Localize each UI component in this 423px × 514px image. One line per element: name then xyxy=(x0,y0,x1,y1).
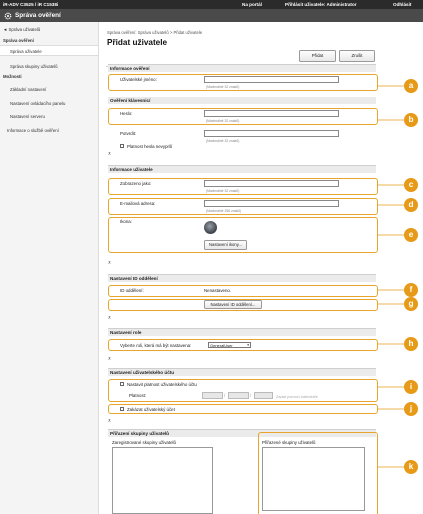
callout-g: g xyxy=(404,297,418,311)
callout-c: c xyxy=(404,178,418,192)
login-user-link[interactable]: Přihlásit uživatele: Administrator xyxy=(285,2,357,7)
collapse-icon[interactable]: ⊼ xyxy=(108,151,112,156)
registered-groups-label: Zaregistrované skupiny uživatelů xyxy=(112,440,176,445)
highlight-h xyxy=(108,339,378,351)
icon-settings-button[interactable]: Nastavení ikony... xyxy=(204,240,247,250)
callout-d: d xyxy=(404,198,418,212)
display-name-hint: (Maximálně 32 znaků) xyxy=(206,189,240,193)
callout-f: f xyxy=(404,283,418,297)
confirm-input[interactable] xyxy=(204,130,339,137)
top-bar xyxy=(0,0,423,9)
chevron-down-icon: ▾ xyxy=(247,343,249,347)
highlight-g xyxy=(108,299,378,311)
display-name-label: Zobrazeno jako: xyxy=(120,181,152,186)
cancel-button[interactable]: Zrušit xyxy=(339,50,375,62)
callout-e: e xyxy=(404,228,418,242)
validity-date-label: Platnost: xyxy=(129,393,147,398)
add-button[interactable]: Přidat xyxy=(299,50,336,62)
role-select-value: GeneralUser xyxy=(210,343,233,348)
password-hint: (Maximálně 32 znaků) xyxy=(206,119,240,123)
collapse-icon[interactable]: ⊼ xyxy=(108,356,112,361)
registered-groups-list[interactable] xyxy=(112,447,213,514)
breadcrumb: Správa ověření: Správa uživatelů > Přidat uživatele xyxy=(107,30,203,35)
password-never-expires-checkbox[interactable] xyxy=(120,144,124,148)
sidebar-item-group-mgmt[interactable]: Správa skupiny uživatelů xyxy=(10,64,58,69)
callout-k: k xyxy=(404,460,418,474)
app-title: Správa ověření xyxy=(15,12,61,19)
callout-j: j xyxy=(404,402,418,416)
callout-i: i xyxy=(404,380,418,394)
sidebar-item-server[interactable]: Nastavení serveru xyxy=(10,114,45,119)
date-separator: / xyxy=(224,393,226,398)
highlight-i xyxy=(108,379,378,402)
page-title: Přidat uživatele xyxy=(107,38,168,47)
keyboard-auth-header: Ověření klávesnicí xyxy=(108,97,376,104)
disable-account-label: Zakázat uživatelský účet xyxy=(127,407,175,412)
username-hint: (Maximálně 32 znaků) xyxy=(206,85,240,89)
confirm-label: Potvrdit: xyxy=(120,131,137,136)
sidebar-item-basic[interactable]: Základní nastavení xyxy=(10,87,47,92)
dept-id-settings-button[interactable]: Nastavení ID oddělení... xyxy=(204,300,262,309)
logout-link[interactable]: Odhlásit xyxy=(393,2,412,7)
device-name: iR-ADV C3525 / iR C1538i xyxy=(3,2,59,7)
callout-a: a xyxy=(404,79,418,93)
dept-id-value: Nenastaveno. xyxy=(204,288,232,293)
user-info-header: Informace uživatele xyxy=(108,165,376,173)
groups-header: Přiřazení skupiny uživatelů xyxy=(108,429,376,437)
sidebar-item-user-mgmt[interactable]: Správa uživatele xyxy=(0,45,98,56)
password-never-expires-label: Platnost hesla nevyprší xyxy=(127,144,173,149)
email-label: E-mailová adresa: xyxy=(120,201,156,206)
account-header: Nastavení uživatelského účtu xyxy=(108,368,376,376)
password-label: Heslo: xyxy=(120,111,133,116)
sidebar-item-panel[interactable]: Nastavení ovládacího panelu xyxy=(10,101,66,106)
collapse-icon[interactable]: ⊼ xyxy=(108,418,112,423)
highlight-e xyxy=(108,217,378,253)
callout-h: h xyxy=(404,337,418,351)
highlight-f xyxy=(108,285,378,297)
collapse-icon[interactable]: ⊼ xyxy=(108,260,112,265)
confirm-hint: (Maximálně 32 znaků) xyxy=(206,139,240,143)
sidebar-item-back[interactable]: ◄ Správa uživatelů xyxy=(3,27,41,32)
highlight-b xyxy=(108,108,378,125)
callout-gutter xyxy=(386,22,423,514)
dept-id-header: Nastavení ID oddělení xyxy=(108,274,376,282)
gear-icon xyxy=(4,12,12,20)
highlight-c xyxy=(108,178,378,195)
highlight-j xyxy=(108,404,378,414)
assigned-groups-label: Přiřazené skupiny uživatelů xyxy=(262,440,316,445)
sidebar-item-service-info[interactable]: Informace o službě ověření xyxy=(7,128,59,133)
callout-b: b xyxy=(404,113,418,127)
title-bar xyxy=(0,9,423,22)
collapse-icon[interactable]: ⊼ xyxy=(108,315,112,320)
account-validity-label: Nastavit platnost uživatelského účtu xyxy=(127,382,197,387)
highlight-d xyxy=(108,198,378,215)
highlight-k xyxy=(258,432,378,514)
sidebar-heading-auth: Správa ověření xyxy=(3,38,34,43)
auth-info-header: Informace ověření xyxy=(108,64,376,72)
username-label: Uživatelské jméno: xyxy=(120,77,157,82)
portal-link[interactable]: Na portál xyxy=(242,2,262,7)
icon-label: Ikona: xyxy=(120,219,132,224)
calendar-link[interactable]: Zadat pomocí kalendáře xyxy=(276,394,318,399)
role-header: Nastavení role xyxy=(108,328,376,336)
highlight-a xyxy=(108,74,378,91)
sidebar xyxy=(0,22,99,514)
sidebar-heading-options: Možnosti xyxy=(3,74,22,79)
dept-id-label: ID oddělení: xyxy=(120,288,144,293)
role-select-label: Vyberte roli, která má být nastavena: xyxy=(120,343,192,348)
date-separator: / xyxy=(250,393,252,398)
email-hint: (Maximálně 256 znaků) xyxy=(206,209,242,213)
main-content xyxy=(100,22,385,514)
